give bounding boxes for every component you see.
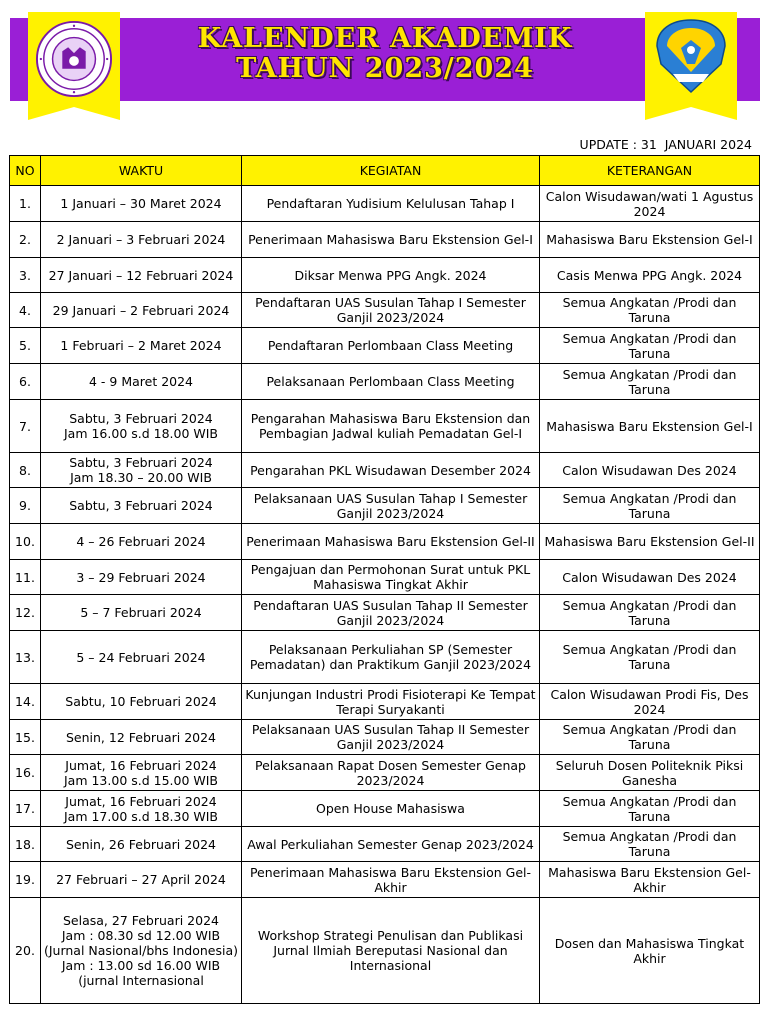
cell-kegiatan: Pendaftaran UAS Susulan Tahap II Semester Ganjil 2023/2024 — [242, 595, 540, 631]
table-row — [10, 258, 760, 293]
cell-kegiatan: Pengarahan Mahasiswa Baru Ekstension dan Pembagian Jadwal kuliah Pemadatan Gel-I — [242, 400, 540, 453]
cell-keterangan: Semua Angkatan /Prodi dan Taruna — [540, 720, 760, 755]
cell-waktu: Jumat, 16 Februari 2024 Jam 17.00 s.d 18.30 WIB — [41, 791, 242, 827]
table-row — [10, 720, 760, 755]
table-row — [10, 898, 760, 1004]
title-line-1: KALENDER AKADEMIK — [197, 23, 573, 54]
cell-kegiatan: Workshop Strategi Penulisan dan Publikasi Jurnal Ilmiah Bereputasi Nasional dan Internasional — [242, 898, 540, 1004]
table-row — [10, 524, 760, 560]
cell-waktu: Selasa, 27 Februari 2024 Jam : 08.30 sd 12.00 WIB (Jurnal Nasional/bhs Indonesia) Jam : 13.00 sd 16.00 WIB (jurnal Internasional — [41, 898, 242, 1004]
cell-keterangan: Semua Angkatan /Prodi dan Taruna — [540, 595, 760, 631]
cell-kegiatan: Penerimaan Mahasiswa Baru Ekstension Gel-I — [242, 222, 540, 258]
cell-no: 5. — [10, 328, 41, 364]
update-date: UPDATE : 31 JANUARI 2024 — [579, 137, 752, 152]
cell-no: 16. — [10, 755, 41, 791]
cell-keterangan: Mahasiswa Baru Ekstension Gel-Akhir — [540, 862, 760, 898]
cell-no: 15. — [10, 720, 41, 755]
cell-no: 4. — [10, 293, 41, 328]
cell-kegiatan: Open House Mahasiswa — [242, 791, 540, 827]
cell-no: 2. — [10, 222, 41, 258]
cell-kegiatan: Pengajuan dan Permohonan Surat untuk PKL Mahasiswa Tingkat Akhir — [242, 560, 540, 595]
cell-waktu: Sabtu, 10 Februari 2024 — [41, 684, 242, 720]
table-row — [10, 328, 760, 364]
cell-waktu: Jumat, 16 Februari 2024 Jam 13.00 s.d 15.00 WIB — [41, 755, 242, 791]
cell-waktu: 5 – 24 Februari 2024 — [41, 631, 242, 684]
table-row — [10, 222, 760, 258]
table-row — [10, 755, 760, 791]
cell-kegiatan: Kunjungan Industri Prodi Fisioterapi Ke Tempat Terapi Suryakanti — [242, 684, 540, 720]
column-header-keterangan: KETERANGAN — [540, 156, 760, 186]
table-header-row — [10, 156, 760, 186]
cell-waktu: Sabtu, 3 Februari 2024 Jam 18.30 – 20.00 WIB — [41, 453, 242, 488]
cell-no: 7. — [10, 400, 41, 453]
cell-no: 12. — [10, 595, 41, 631]
table-row — [10, 453, 760, 488]
table-row — [10, 488, 760, 524]
cell-keterangan: Calon Wisudawan Des 2024 — [540, 453, 760, 488]
table-row — [10, 400, 760, 453]
cell-keterangan: Seluruh Dosen Politeknik Piksi Ganesha — [540, 755, 760, 791]
cell-keterangan: Dosen dan Mahasiswa Tingkat Akhir — [540, 898, 760, 1004]
cell-waktu: 1 Januari – 30 Maret 2024 — [41, 186, 242, 222]
cell-waktu: 4 - 9 Maret 2024 — [41, 364, 242, 400]
cell-waktu: Senin, 26 Februari 2024 — [41, 827, 242, 862]
tut-wuri-handayani-logo — [651, 16, 731, 96]
table-row — [10, 862, 760, 898]
cell-waktu: 27 Februari – 27 April 2024 — [41, 862, 242, 898]
cell-keterangan: Semua Angkatan /Prodi dan Taruna — [540, 631, 760, 684]
cell-kegiatan: Diksar Menwa PPG Angk. 2024 — [242, 258, 540, 293]
cell-keterangan: Mahasiswa Baru Ekstension Gel-I — [540, 222, 760, 258]
cell-kegiatan: Pelaksanaan Perkuliahan SP (Semester Pemadatan) dan Praktikum Ganjil 2023/2024 — [242, 631, 540, 684]
cell-keterangan: Mahasiswa Baru Ekstension Gel-I — [540, 400, 760, 453]
cell-waktu: Sabtu, 3 Februari 2024 Jam 16.00 s.d 18.00 WIB — [41, 400, 242, 453]
cell-no: 3. — [10, 258, 41, 293]
cell-kegiatan: Pelaksanaan Rapat Dosen Semester Genap 2023/2024 — [242, 755, 540, 791]
title-line-2: TAHUN 2023/2024 — [236, 53, 534, 84]
cell-keterangan: Calon Wisudawan Des 2024 — [540, 560, 760, 595]
cell-no: 18. — [10, 827, 41, 862]
cell-no: 20. — [10, 898, 41, 1004]
cell-no: 17. — [10, 791, 41, 827]
cell-no: 1. — [10, 186, 41, 222]
cell-waktu: Senin, 12 Februari 2024 — [41, 720, 242, 755]
cell-no: 13. — [10, 631, 41, 684]
cell-keterangan: Semua Angkatan /Prodi dan Taruna — [540, 827, 760, 862]
column-header-no: NO — [10, 156, 41, 186]
table-row — [10, 560, 760, 595]
cell-keterangan: Semua Angkatan /Prodi dan Taruna — [540, 791, 760, 827]
cell-kegiatan: Penerimaan Mahasiswa Baru Ekstension Gel-II — [242, 524, 540, 560]
cell-keterangan: Calon Wisudawan Prodi Fis, Des 2024 — [540, 684, 760, 720]
cell-kegiatan: Pelaksanaan UAS Susulan Tahap I Semester Ganjil 2023/2024 — [242, 488, 540, 524]
cell-no: 9. — [10, 488, 41, 524]
politeknik-piksi-ganesha-logo — [35, 20, 113, 98]
table-row — [10, 791, 760, 827]
cell-keterangan: Semua Angkatan /Prodi dan Taruna — [540, 364, 760, 400]
cell-kegiatan: Pendaftaran Yudisium Kelulusan Tahap I — [242, 186, 540, 222]
column-header-kegiatan: KEGIATAN — [242, 156, 540, 186]
cell-no: 19. — [10, 862, 41, 898]
cell-no: 6. — [10, 364, 41, 400]
page-title — [130, 24, 640, 84]
table-row — [10, 631, 760, 684]
cell-waktu: 5 – 7 Februari 2024 — [41, 595, 242, 631]
table-row — [10, 364, 760, 400]
header-banner — [0, 0, 768, 126]
cell-waktu: 4 – 26 Februari 2024 — [41, 524, 242, 560]
table-row — [10, 827, 760, 862]
cell-waktu: 29 Januari – 2 Februari 2024 — [41, 293, 242, 328]
cell-kegiatan: Penerimaan Mahasiswa Baru Ekstension Gel-Akhir — [242, 862, 540, 898]
cell-waktu: Sabtu, 3 Februari 2024 — [41, 488, 242, 524]
table-row — [10, 293, 760, 328]
cell-keterangan: Casis Menwa PPG Angk. 2024 — [540, 258, 760, 293]
table-row — [10, 186, 760, 222]
cell-keterangan: Semua Angkatan /Prodi dan Taruna — [540, 488, 760, 524]
cell-keterangan: Semua Angkatan /Prodi dan Taruna — [540, 293, 760, 328]
cell-kegiatan: Pelaksanaan Perlombaan Class Meeting — [242, 364, 540, 400]
table-row — [10, 684, 760, 720]
cell-no: 10. — [10, 524, 41, 560]
cell-waktu: 1 Februari – 2 Maret 2024 — [41, 328, 242, 364]
cell-kegiatan: Awal Perkuliahan Semester Genap 2023/2024 — [242, 827, 540, 862]
cell-waktu: 3 – 29 Februari 2024 — [41, 560, 242, 595]
cell-kegiatan: Pelaksanaan UAS Susulan Tahap II Semester Ganjil 2023/2024 — [242, 720, 540, 755]
cell-waktu: 27 Januari – 12 Februari 2024 — [41, 258, 242, 293]
column-header-waktu: WAKTU — [41, 156, 242, 186]
cell-no: 8. — [10, 453, 41, 488]
cell-kegiatan: Pendaftaran Perlombaan Class Meeting — [242, 328, 540, 364]
cell-kegiatan: Pendaftaran UAS Susulan Tahap I Semester Ganjil 2023/2024 — [242, 293, 540, 328]
cell-keterangan: Calon Wisudawan/wati 1 Agustus 2024 — [540, 186, 760, 222]
cell-keterangan: Semua Angkatan /Prodi dan Taruna — [540, 328, 760, 364]
cell-kegiatan: Pengarahan PKL Wisudawan Desember 2024 — [242, 453, 540, 488]
cell-no: 14. — [10, 684, 41, 720]
table-row — [10, 595, 760, 631]
cell-waktu: 2 Januari – 3 Februari 2024 — [41, 222, 242, 258]
cell-keterangan: Mahasiswa Baru Ekstension Gel-II — [540, 524, 760, 560]
cell-no: 11. — [10, 560, 41, 595]
academic-calendar-table — [9, 155, 760, 1004]
